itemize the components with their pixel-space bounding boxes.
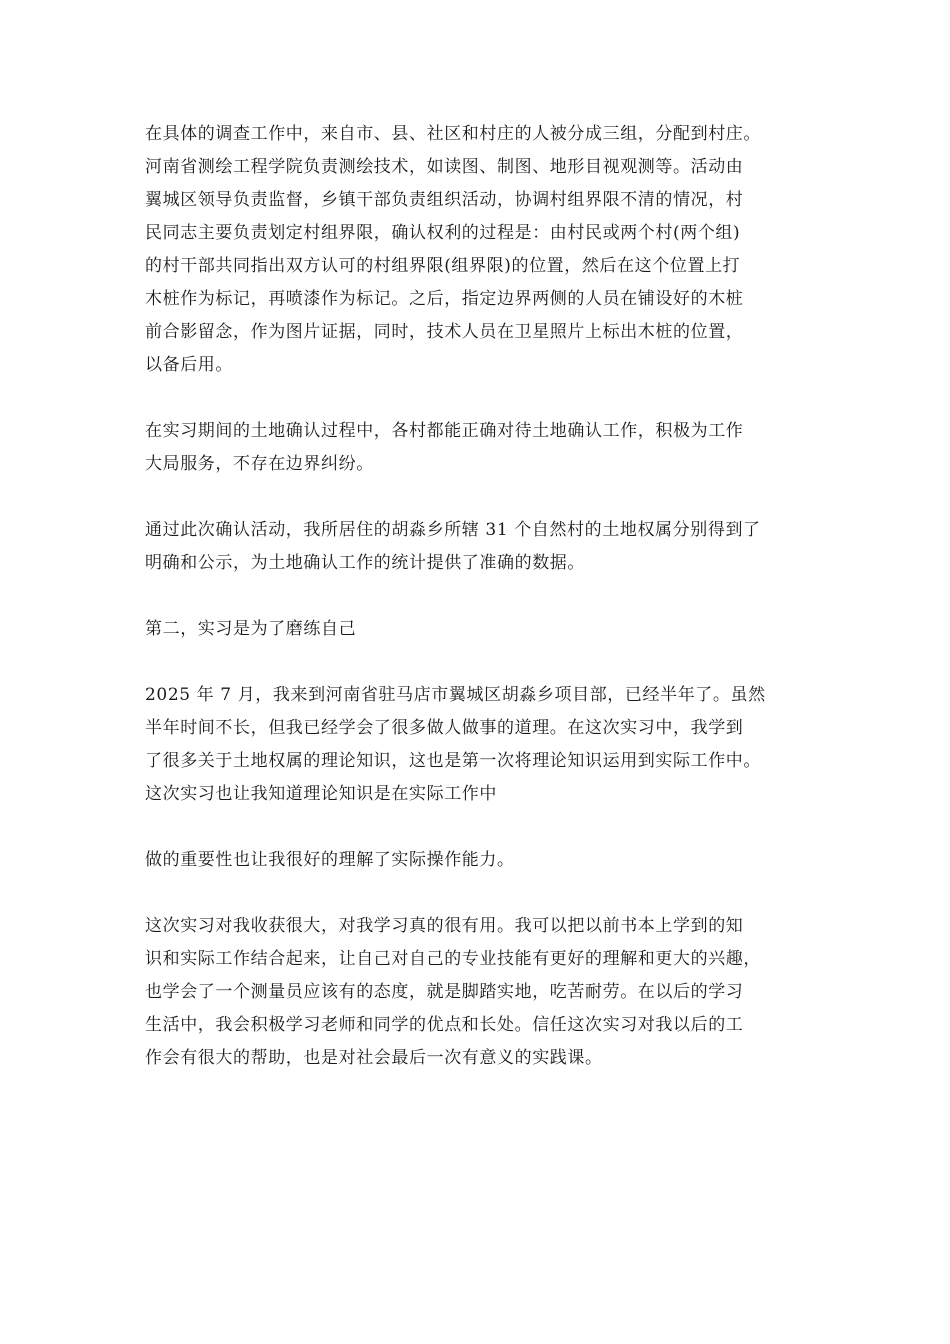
text-line: 了很多关于土地权属的理论知识，这也是第一次将理论知识运用到实际工作中。 <box>145 751 761 771</box>
section-heading <box>145 613 807 646</box>
paragraph-confirmation-result <box>145 514 807 580</box>
text-line: 做的重要性也让我很好的理解了实际操作能力。 <box>145 850 515 870</box>
text-line: 第二，实习是为了磨练自己 <box>145 619 357 639</box>
text-line: 翼城区领导负责监督，乡镇干部负责组织活动，协调村组界限不清的情况，村 <box>145 190 744 210</box>
text-line: 生活中，我会积极学习老师和同学的优点和长处。信任这次实习对我以后的工 <box>145 1015 744 1035</box>
text-line: 前合影留念，作为图片证据，同时，技术人员在卫星照片上标出木桩的位置， <box>145 322 744 342</box>
paragraph-spacer <box>145 382 807 415</box>
text-line: 河南省测绘工程学院负责测绘技术，如读图、制图、地形目视观测等。活动由 <box>145 157 744 177</box>
text-line: 大局服务，不存在边界纠纷。 <box>145 454 374 474</box>
text-line: 半年时间不长，但我已经学会了很多做人做事的道理。在这次实习中，我学到 <box>145 718 744 738</box>
text-line: 作会有很大的帮助，也是对社会最后一次有意义的实践课。 <box>145 1048 603 1068</box>
paragraph-spacer <box>145 481 807 514</box>
text-line: 在具体的调查工作中，来自市、县、社区和村庄的人被分成三组，分配到村庄。 <box>145 124 761 144</box>
text-line: 在实习期间的土地确认过程中，各村都能正确对待土地确认工作，积极为工作 <box>145 421 744 441</box>
paragraph-importance <box>145 844 807 877</box>
paragraph-spacer <box>145 580 807 613</box>
text-line: 的村干部共同指出双方认可的村组界限(组界限)的位置，然后在这个位置上打 <box>145 256 741 276</box>
paragraph-spacer <box>145 811 807 844</box>
text-line: 木桩作为标记，再喷漆作为标记。之后，指定边界两侧的人员在铺设好的木桩 <box>145 289 744 309</box>
text-line: 这次实习也让我知道理论知识是在实际工作中 <box>145 784 497 804</box>
paragraph-spacer <box>145 877 807 910</box>
text-line: 以备后用。 <box>145 355 233 375</box>
paragraph-spacer <box>145 646 807 679</box>
paragraph-internship-start <box>145 679 807 811</box>
text-line: 也学会了一个测量员应该有的态度，就是脚踏实地，吃苦耐劳。在以后的学习 <box>145 982 744 1002</box>
paragraph-conclusion <box>145 910 807 1075</box>
text-line: 通过此次确认活动，我所居住的胡淼乡所辖 31 个自然村的土地权属分别得到了 <box>145 520 761 540</box>
paragraph-survey-work <box>145 118 807 382</box>
paragraph-land-confirmation <box>145 415 807 481</box>
text-line: 明确和公示，为土地确认工作的统计提供了准确的数据。 <box>145 553 585 573</box>
text-line: 识和实际工作结合起来，让自己对自己的专业技能有更好的理解和更大的兴趣， <box>145 949 761 969</box>
text-line: 民同志主要负责划定村组界限，确认权利的过程是：由村民或两个村(两个组) <box>145 223 741 243</box>
document-page <box>145 118 807 1075</box>
text-line: 这次实习对我收获很大，对我学习真的很有用。我可以把以前书本上学到的知 <box>145 916 744 936</box>
text-line: 2025 年 7 月，我来到河南省驻马店市翼城区胡淼乡项目部，已经半年了。虽然 <box>145 685 766 705</box>
